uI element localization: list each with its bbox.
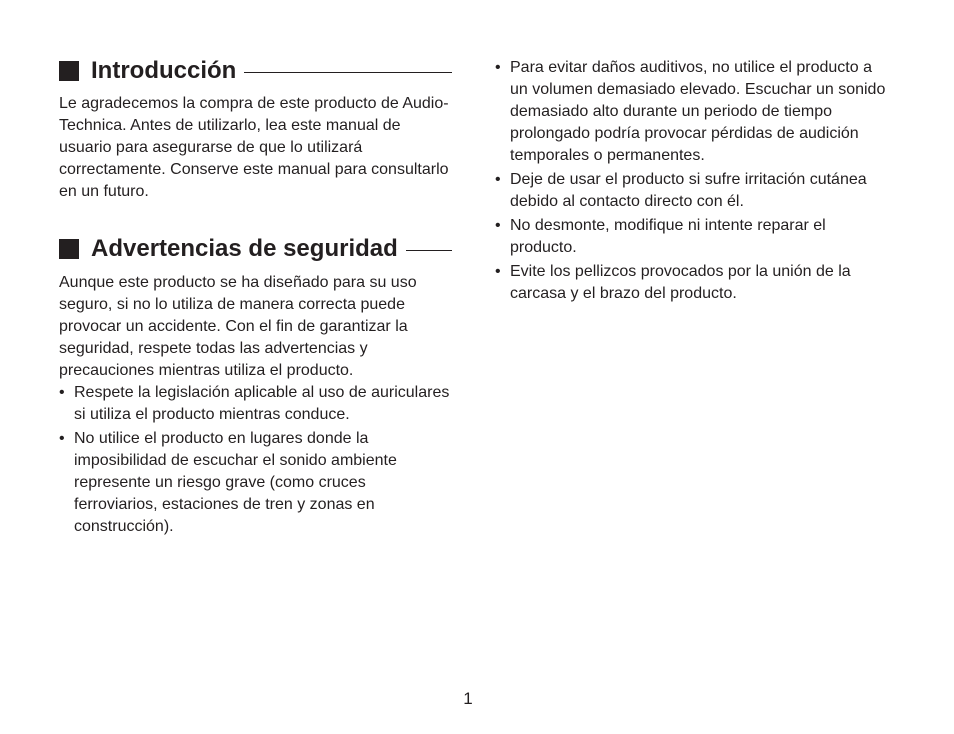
list-item: • No desmonte, modifique ni intente reparar el producto. [495, 215, 890, 259]
heading-square-icon [59, 239, 79, 259]
list-item: • Evite los pellizcos provocados por la unión de la carcasa y el brazo del producto. [495, 261, 890, 305]
safety-title: Advertencias de seguridad [91, 235, 398, 262]
list-item: • Respete la legislación aplicable al uso de auriculares si utiliza el producto mientras conduce. [59, 382, 452, 426]
intro-heading [59, 57, 452, 85]
heading-rule [406, 250, 452, 251]
right-column [495, 57, 890, 307]
page-number: 1 [463, 689, 473, 708]
list-item: • Para evitar daños auditivos, no utilice el producto a un volumen demasiado elevado. Escuchar un sonido demasiado alto durante un periodo de tiempo prolongado podría provocar pérdidas de audición temporales o permanentes. [495, 57, 890, 167]
list-item: • Deje de usar el producto si sufre irritación cutánea debido al contacto directo con él. [495, 169, 890, 213]
safety-heading [59, 235, 452, 263]
list-item: • No utilice el producto en lugares donde la imposibilidad de escuchar el sonido ambiente represente un riesgo grave (como cruces ferroviarios, estaciones de tren y zonas en construcción). [59, 428, 452, 538]
safety-paragraph: Aunque este producto se ha diseñado para su uso seguro, si no lo utiliza de manera correcta puede provocar un accidente. Con el fin de garantizar la seguridad, respete todas las advertencias y precauciones mientras utiliza el producto. [59, 274, 417, 379]
left-bullet-list [59, 382, 452, 538]
heading-rule [244, 72, 452, 73]
heading-square-icon [59, 61, 79, 81]
intro-paragraph: Le agradecemos la compra de este producto de Audio-Technica. Antes de utilizarlo, lea este manual de usuario para asegurarse de que lo utilizará correctamente. Conserve este manual para consultarlo en un futuro. [59, 95, 449, 200]
intro-title: Introducción [91, 57, 237, 84]
left-column [59, 57, 452, 540]
right-bullet-list [495, 57, 890, 305]
